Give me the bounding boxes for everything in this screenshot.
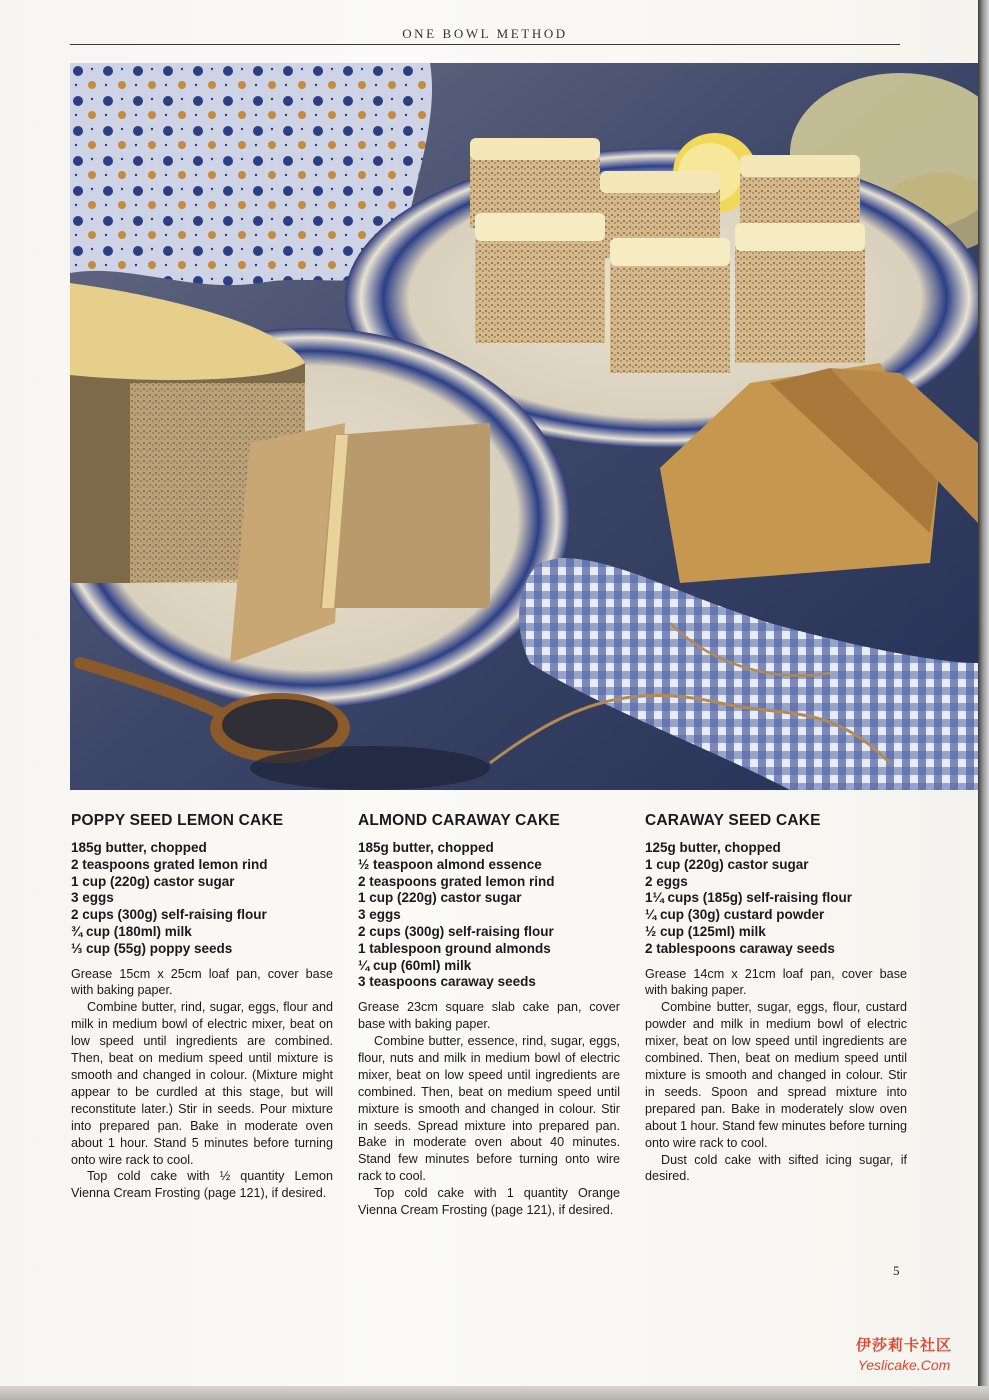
watermark-chinese: 伊莎莉卡社区 <box>855 1337 952 1354</box>
ingredient: 1¼ cups (185g) self-raising flour <box>645 890 853 906</box>
ingredient-list <box>71 840 333 958</box>
ingredient: 1 cup (220g) castor sugar <box>645 856 809 872</box>
ingredient: 1 tablespoon ground almonds <box>358 940 551 956</box>
method-step: Grease 15cm x 25cm loaf pan, cover base with baking paper. <box>71 966 333 998</box>
page-number: 5 <box>893 1263 900 1278</box>
ingredient: 3 eggs <box>71 890 114 906</box>
page-edge-shadow <box>978 0 989 1400</box>
ingredient: ½ cup (125ml) milk <box>645 923 766 939</box>
watermark-url: Yeslicake.Com <box>857 1357 951 1373</box>
photo-illustration <box>70 63 978 790</box>
recipe-title: CARAWAY SEED CAKE <box>645 812 821 829</box>
ingredient: 1 cup (220g) castor sugar <box>358 890 522 906</box>
method <box>358 999 620 1219</box>
method-step: Combine butter, essence, rind, sugar, eggs, flour, nuts and milk in medium bowl of electric mixer, beat on low speed until ingredients are combined. Then, beat on medium speed until mixture is smooth and changed in colour. Stir in seeds. Spread mixture into prepared pan. Bake in moderate oven about 40 minutes. Stand few minutes before turning onto wire rack to cool. <box>358 1033 620 1184</box>
ingredient: ¾ cup (180ml) milk <box>71 923 192 939</box>
ingredient: 2 tablespoons caraway seeds <box>645 940 835 956</box>
ingredient: 2 cups (300g) self-raising flour <box>358 923 554 939</box>
recipe-almond-caraway <box>358 812 620 1219</box>
site-watermark <box>844 1334 964 1373</box>
ingredient: ¼ cup (60ml) milk <box>358 957 472 973</box>
ingredient: ½ teaspoon almond essence <box>358 856 542 872</box>
ingredient-list <box>358 840 620 991</box>
section-title: ONE BOWL METHOD <box>402 26 568 41</box>
method-step: Top cold cake with 1 quantity Orange Vienna Cream Frosting (page 121), if desired. <box>358 1186 620 1218</box>
ingredient: 185g butter, chopped <box>71 840 207 855</box>
ingredient: ¼ cup (30g) custard powder <box>645 907 825 923</box>
ingredient: 3 eggs <box>358 907 401 923</box>
method-step: Combine butter, sugar, eggs, flour, custard powder and milk in medium bowl of electric mixer, beat on low speed until ingredients are combined. Then, beat on medium speed until mixture is smooth and changed in colour. Stir in seeds. Spoon and spread mixture into prepared pan. Bake in moderately slow oven about 1 hour. Stand few minutes before turning onto wire rack to cool. <box>645 1000 907 1150</box>
recipe-poppy-seed <box>71 812 333 1202</box>
ingredient: ⅓ cup (55g) poppy seeds <box>71 940 233 956</box>
method <box>71 966 333 1203</box>
method-step: Grease 23cm square slab cake pan, cover base with baking paper. <box>358 1000 620 1032</box>
method-step: Combine butter, rind, sugar, eggs, flour and milk in medium bowl of electric mixer, beat on low speed until ingredients are combined. Then, beat on medium speed until mixture is smooth and changed in colour. (Mixture might appear to be curdled at this stage, but will reconstitute later.) Stir in seeds. Pour mixture into prepared pan. Bake in moderate oven about 1 hour. Stand 5 minutes before turning onto wire rack to cool. <box>71 1000 333 1167</box>
ingredient: 2 cups (300g) self-raising flour <box>71 907 267 923</box>
ingredient: 2 teaspoons grated lemon rind <box>71 856 268 872</box>
ingredient: 2 eggs <box>645 873 688 889</box>
ingredient: 185g butter, chopped <box>358 840 494 855</box>
running-header <box>70 24 900 45</box>
recipe-caraway-seed <box>645 812 907 1185</box>
recipe-title: POPPY SEED LEMON CAKE <box>71 812 284 829</box>
ingredient: 3 teaspoons caraway seeds <box>358 974 536 990</box>
ingredient: 2 teaspoons grated lemon rind <box>358 873 555 889</box>
method <box>645 966 907 1186</box>
page-bottom-edge <box>0 1386 989 1400</box>
cake-photo <box>70 63 978 790</box>
ingredient: 125g butter, chopped <box>645 840 781 855</box>
ingredient-list <box>645 840 907 958</box>
method-step: Grease 14cm x 21cm loaf pan, cover base with baking paper. <box>645 966 907 998</box>
ingredient: 1 cup (220g) castor sugar <box>71 873 235 889</box>
recipe-title: ALMOND CARAWAY CAKE <box>358 812 560 829</box>
method-step: Dust cold cake with sifted icing sugar, if desired. <box>645 1152 907 1184</box>
method-step: Top cold cake with ½ quantity Lemon Vienna Cream Frosting (page 121), if desired. <box>71 1169 333 1201</box>
